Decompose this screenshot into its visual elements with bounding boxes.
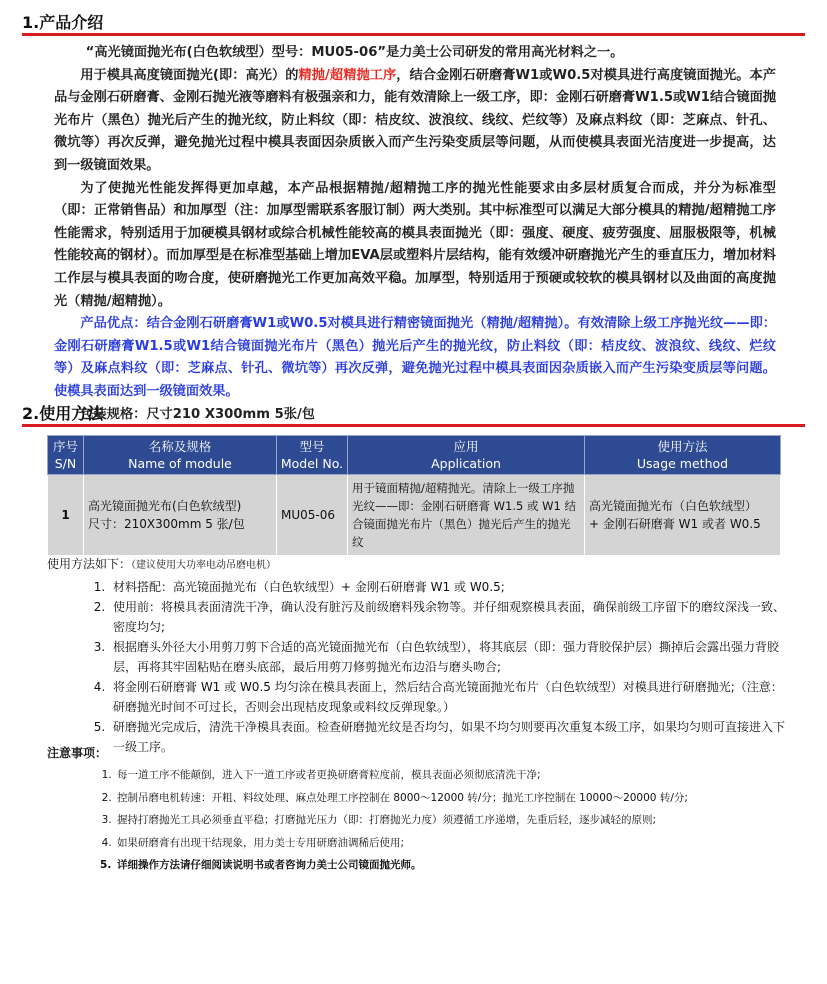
intro-paragraph-3: 为了使抛光性能发挥得更加卓越，本产品根据精抛/超精抛工序的抛光性能要求由多层材质复合而成，并分为标准型（即：正常销售品）和加厚型（注：加厚型需联系客服订制）两大类别。其中标准型可以满足大部分模具的精抛/超精抛工序性能需求，特别适用于加硬模具钢材或综合机械性能较高的模具表面抛光（即：强度、硬度、疲劳强度、屈服极限等，机械性能较高的钢材）。而加厚型是在标准型基础上增加EVA层或塑料片层结构，能有效缓冲研磨抛光产生的垂直压力，增加材料工作层与模具表面的吻合度，使研磨抛光工作更加高效平稳。加厚型，特别适用于预硬或较软的模具钢材以及曲面的高度抛光（精抛/超精抛）。 [54, 180, 776, 309]
highlight-process: 精抛/超精抛工序 [298, 67, 397, 83]
list-item: 1. 材料搭配：高光镜面抛光布（白色软绒型）+ 金刚石研磨膏 W1 或 W0.5; [109, 577, 787, 597]
notes-title: 注意事项： [47, 746, 108, 760]
product-intro [54, 42, 776, 426]
spec-table [47, 435, 781, 556]
list-item: 2. 使用前：将模具表面清洗干净，确认没有脏污及前级磨料残余物等。并仔细观察模具表面，确保前级工序留下的磨纹深浅一致、密度均匀; [109, 597, 787, 637]
intro-paragraph-1: “高光镜面抛光布(白色软绒型）型号：MU05-06”是力美士公司研发的常用高光材料之一。 [85, 45, 624, 60]
header-name: 名称及规格 Name of module [84, 436, 277, 475]
packaging-spec: 包装规格：尺寸210 X300mm 5张/包 [80, 406, 315, 422]
header-usage: 使用方法 Usage method [585, 436, 781, 475]
list-item: 5. 研磨抛光完成后，清洗干净模具表面。检查研磨抛光纹是否均匀，如果不均匀则要再次重复本级工序，如果均匀则可直接进入下一级工序。 [109, 717, 787, 757]
list-item: 4. 将金刚石研磨膏 W1 或 W0.5 均匀涂在模具表面上，然后结合高光镜面抛光布片（白色软绒型）对模具进行研磨抛光;（注意：研磨抛光时间不可过长，否则会出现桔皮现象或料纹反弹现象。） [109, 677, 787, 717]
product-advantages: 产品优点：结合金刚石研磨膏W1或W0.5对模具进行精密镜面抛光（精抛/超精抛）。有效清除上级工序抛光纹——即：金刚石研磨膏W1.5或W1结合镜面抛光布片（黑色）抛光后产生的抛光纹，防止料纹（即：桔皮纹、波浪纹、线纹、烂纹等）及麻点料纹（即：芝麻点、针孔、微坑等）再次反弹，避免抛光过程中模具表面因杂质嵌入而产生污染变质层等问题。使模具表面达到一级镜面效果。 [54, 316, 776, 399]
cell-sn: 1 [48, 475, 84, 556]
intro-paragraph-2: 用于模具高度镜面抛光(即：高光）的精抛/超精抛工序，结合金刚石研磨膏W1或W0.5对模具进行高度镜面抛光。本产品与金刚石研磨膏、金刚石抛光液等磨料有极强亲和力，能有效清除上一级工序，即：金刚石研磨膏W1.5或W1结合镜面抛光布片（黑色）抛光后产生的抛光纹，防止料纹（即：桔皮纹、波浪纹、线纹、烂纹等）及麻点料纹（即：芝麻点、针孔、微坑等）再次反弹，避免抛光过程中模具表面因杂质嵌入而产生污染变质层等问题，从而使模具表面光洁度进一步提高，达到一级镜面效果。 [54, 67, 777, 173]
section-title-intro: 1.产品介绍 [22, 13, 104, 32]
list-item: 3. 握持打磨抛光工具必须垂直平稳；打磨抛光压力（即：打磨抛光力度）须遵循工序递增，先重后轻，逐步减轻的原则; [115, 809, 827, 832]
usage-heading: 使用方法如下：（建议使用大功率电动吊磨电机） [47, 557, 277, 571]
table-row [48, 475, 781, 556]
section-title-usage: 2.使用方法 [22, 404, 104, 423]
list-item: 3. 根据磨头外径大小用剪刀剪下合适的高光镜面抛光布（白色软绒型），将其底层（即：强力背胶保护层）撕掉后会露出强力背胶层，再将其牢固粘贴在磨头底部，最后用剪刀修剪抛光布边沿与磨头吻合; [109, 637, 787, 677]
header-model: 型号 Model No. [277, 436, 348, 475]
cell-application: 用于镜面精抛/超精抛光。清除上一级工序抛光纹——即：金刚石研磨膏 W1.5 或 W1 结合镜面抛光布片（黑色）抛光后产生的抛光纹 [348, 475, 585, 556]
list-item: 5. 详细操作方法请仔细阅读说明书或者咨询力美士公司镜面抛光师。 [115, 854, 827, 877]
list-item: 2. 控制吊磨电机转速：开粗、料纹处理、麻点处理工序控制在 8000～12000 转/分；抛光工序控制在 10000～20000 转/分; [115, 787, 827, 810]
usage-heading-note: （建议使用大功率电动吊磨电机） [131, 560, 277, 571]
header-sn: 序号 S/N [48, 436, 84, 475]
usage-instructions [47, 555, 787, 757]
cell-model: MU05-06 [277, 475, 348, 556]
header-application: 应用 Application [348, 436, 585, 475]
table-header-row [48, 436, 781, 475]
cell-name: 高光镜面抛光布(白色软绒型) 尺寸：210X300mm 5 张/包 [84, 475, 277, 556]
list-item: 1. 每一道工序不能颠倒，进入下一道工序或者更换研磨膏粒度前，模具表面必须彻底清洗干净; [115, 764, 827, 787]
cell-usage: 高光镜面抛光布（白色软绒型） + 金刚石研磨膏 W1 或者 W0.5 [585, 475, 781, 556]
section-divider-intro [22, 33, 805, 36]
list-item: 4. 如果研磨膏有出现干结现象，用力美士专用研磨油调稀后使用; [115, 832, 827, 855]
section-divider-usage [22, 424, 805, 427]
notes-list [47, 764, 827, 877]
usage-steps [47, 577, 787, 757]
